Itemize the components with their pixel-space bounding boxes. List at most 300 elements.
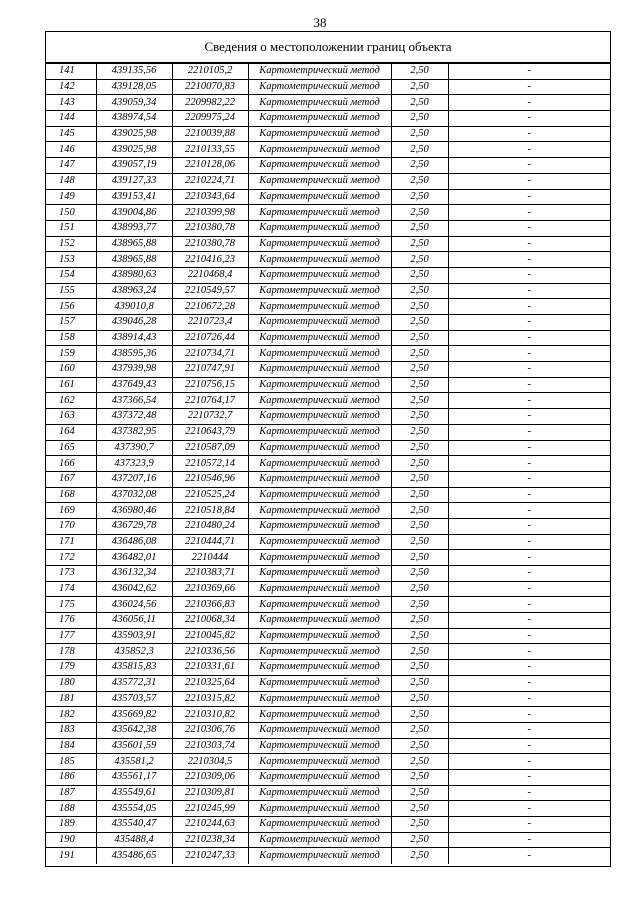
accuracy-cell: 2,50 bbox=[391, 456, 448, 472]
point-number-cell: 185 bbox=[46, 754, 96, 770]
point-number-cell: 175 bbox=[46, 597, 96, 613]
table-row bbox=[46, 817, 610, 833]
y-coordinate-cell: 2210756,15 bbox=[172, 377, 248, 393]
method-cell: Картометрический метод bbox=[248, 220, 391, 236]
point-number-cell: 180 bbox=[46, 675, 96, 691]
table-row bbox=[46, 205, 610, 221]
x-coordinate-cell: 435601,59 bbox=[96, 738, 172, 754]
description-cell: - bbox=[448, 754, 610, 770]
method-cell: Картометрический метод bbox=[248, 785, 391, 801]
x-coordinate-cell: 435549,61 bbox=[96, 785, 172, 801]
accuracy-cell: 2,50 bbox=[391, 754, 448, 770]
y-coordinate-cell: 2210331,61 bbox=[172, 660, 248, 676]
x-coordinate-cell: 436486,08 bbox=[96, 534, 172, 550]
method-cell: Картометрический метод bbox=[248, 346, 391, 362]
method-cell: Картометрический метод bbox=[248, 848, 391, 864]
description-cell: - bbox=[448, 722, 610, 738]
accuracy-cell: 2,50 bbox=[391, 142, 448, 158]
y-coordinate-cell: 2210309,81 bbox=[172, 785, 248, 801]
table-row bbox=[46, 409, 610, 425]
accuracy-cell: 2,50 bbox=[391, 393, 448, 409]
point-number-cell: 143 bbox=[46, 95, 96, 111]
point-number-cell: 183 bbox=[46, 722, 96, 738]
accuracy-cell: 2,50 bbox=[391, 64, 448, 80]
accuracy-cell: 2,50 bbox=[391, 503, 448, 519]
point-number-cell: 182 bbox=[46, 707, 96, 723]
method-cell: Картометрический метод bbox=[248, 503, 391, 519]
x-coordinate-cell: 438965,88 bbox=[96, 252, 172, 268]
description-cell: - bbox=[448, 330, 610, 346]
y-coordinate-cell: 2210045,82 bbox=[172, 628, 248, 644]
method-cell: Картометрический метод bbox=[248, 142, 391, 158]
table-row bbox=[46, 471, 610, 487]
boundary-table-sheet bbox=[45, 31, 611, 867]
method-cell: Картометрический метод bbox=[248, 362, 391, 378]
description-cell: - bbox=[448, 503, 610, 519]
table-row bbox=[46, 518, 610, 534]
method-cell: Картометрический метод bbox=[248, 173, 391, 189]
description-cell: - bbox=[448, 566, 610, 582]
x-coordinate-cell: 439153,41 bbox=[96, 189, 172, 205]
point-number-cell: 171 bbox=[46, 534, 96, 550]
y-coordinate-cell: 2210366,83 bbox=[172, 597, 248, 613]
point-number-cell: 146 bbox=[46, 142, 96, 158]
y-coordinate-cell: 2210380,78 bbox=[172, 236, 248, 252]
table-row bbox=[46, 801, 610, 817]
x-coordinate-cell: 435669,82 bbox=[96, 707, 172, 723]
method-cell: Картометрический метод bbox=[248, 707, 391, 723]
method-cell: Картометрический метод bbox=[248, 817, 391, 833]
point-number-cell: 145 bbox=[46, 126, 96, 142]
description-cell: - bbox=[448, 456, 610, 472]
y-coordinate-cell: 2210304,5 bbox=[172, 754, 248, 770]
method-cell: Картометрический метод bbox=[248, 267, 391, 283]
accuracy-cell: 2,50 bbox=[391, 205, 448, 221]
accuracy-cell: 2,50 bbox=[391, 785, 448, 801]
accuracy-cell: 2,50 bbox=[391, 409, 448, 425]
accuracy-cell: 2,50 bbox=[391, 126, 448, 142]
point-number-cell: 177 bbox=[46, 628, 96, 644]
description-cell: - bbox=[448, 738, 610, 754]
y-coordinate-cell: 2210444 bbox=[172, 550, 248, 566]
y-coordinate-cell: 2210105,2 bbox=[172, 64, 248, 80]
y-coordinate-cell: 2210672,28 bbox=[172, 299, 248, 315]
y-coordinate-cell: 2210310,82 bbox=[172, 707, 248, 723]
y-coordinate-cell: 2210325,64 bbox=[172, 675, 248, 691]
x-coordinate-cell: 437323,9 bbox=[96, 456, 172, 472]
x-coordinate-cell: 435772,31 bbox=[96, 675, 172, 691]
y-coordinate-cell: 2210518,84 bbox=[172, 503, 248, 519]
description-cell: - bbox=[448, 785, 610, 801]
accuracy-cell: 2,50 bbox=[391, 362, 448, 378]
section-title: Сведения о местоположении границ объекта bbox=[46, 32, 610, 63]
description-cell: - bbox=[448, 801, 610, 817]
table-row bbox=[46, 79, 610, 95]
x-coordinate-cell: 436482,01 bbox=[96, 550, 172, 566]
x-coordinate-cell: 435903,91 bbox=[96, 628, 172, 644]
x-coordinate-cell: 439059,34 bbox=[96, 95, 172, 111]
table-row bbox=[46, 832, 610, 848]
table-row bbox=[46, 691, 610, 707]
point-number-cell: 178 bbox=[46, 644, 96, 660]
description-cell: - bbox=[448, 377, 610, 393]
description-cell: - bbox=[448, 644, 610, 660]
accuracy-cell: 2,50 bbox=[391, 79, 448, 95]
accuracy-cell: 2,50 bbox=[391, 267, 448, 283]
description-cell: - bbox=[448, 660, 610, 676]
point-number-cell: 163 bbox=[46, 409, 96, 425]
accuracy-cell: 2,50 bbox=[391, 158, 448, 174]
description-cell: - bbox=[448, 409, 610, 425]
description-cell: - bbox=[448, 111, 610, 127]
point-number-cell: 179 bbox=[46, 660, 96, 676]
y-coordinate-cell: 2210336,56 bbox=[172, 644, 248, 660]
method-cell: Картометрический метод bbox=[248, 283, 391, 299]
accuracy-cell: 2,50 bbox=[391, 220, 448, 236]
accuracy-cell: 2,50 bbox=[391, 346, 448, 362]
point-number-cell: 167 bbox=[46, 471, 96, 487]
description-cell: - bbox=[448, 534, 610, 550]
point-number-cell: 191 bbox=[46, 848, 96, 864]
description-cell: - bbox=[448, 613, 610, 629]
x-coordinate-cell: 435486,65 bbox=[96, 848, 172, 864]
y-coordinate-cell: 2210587,09 bbox=[172, 440, 248, 456]
point-number-cell: 153 bbox=[46, 252, 96, 268]
accuracy-cell: 2,50 bbox=[391, 377, 448, 393]
y-coordinate-cell: 2210039,88 bbox=[172, 126, 248, 142]
accuracy-cell: 2,50 bbox=[391, 236, 448, 252]
y-coordinate-cell: 2210572,14 bbox=[172, 456, 248, 472]
accuracy-cell: 2,50 bbox=[391, 722, 448, 738]
point-number-cell: 174 bbox=[46, 581, 96, 597]
accuracy-cell: 2,50 bbox=[391, 315, 448, 331]
method-cell: Картометрический метод bbox=[248, 236, 391, 252]
description-cell: - bbox=[448, 597, 610, 613]
method-cell: Картометрический метод bbox=[248, 456, 391, 472]
table-row bbox=[46, 550, 610, 566]
description-cell: - bbox=[448, 64, 610, 80]
table-row bbox=[46, 236, 610, 252]
y-coordinate-cell: 2210224,71 bbox=[172, 173, 248, 189]
accuracy-cell: 2,50 bbox=[391, 550, 448, 566]
point-number-cell: 173 bbox=[46, 566, 96, 582]
accuracy-cell: 2,50 bbox=[391, 801, 448, 817]
table-row bbox=[46, 189, 610, 205]
point-number-cell: 159 bbox=[46, 346, 96, 362]
point-number-cell: 176 bbox=[46, 613, 96, 629]
method-cell: Картометрический метод bbox=[248, 315, 391, 331]
method-cell: Картометрический метод bbox=[248, 299, 391, 315]
description-cell: - bbox=[448, 518, 610, 534]
y-coordinate-cell: 2210734,71 bbox=[172, 346, 248, 362]
x-coordinate-cell: 436980,46 bbox=[96, 503, 172, 519]
table-row bbox=[46, 738, 610, 754]
y-coordinate-cell: 2210723,4 bbox=[172, 315, 248, 331]
description-cell: - bbox=[448, 832, 610, 848]
description-cell: - bbox=[448, 848, 610, 864]
x-coordinate-cell: 438963,24 bbox=[96, 283, 172, 299]
table-row bbox=[46, 362, 610, 378]
point-number-cell: 164 bbox=[46, 424, 96, 440]
point-number-cell: 181 bbox=[46, 691, 96, 707]
method-cell: Картометрический метод bbox=[248, 393, 391, 409]
x-coordinate-cell: 437382,95 bbox=[96, 424, 172, 440]
table-row bbox=[46, 456, 610, 472]
description-cell: - bbox=[448, 189, 610, 205]
y-coordinate-cell: 2210128,06 bbox=[172, 158, 248, 174]
method-cell: Картометрический метод bbox=[248, 566, 391, 582]
description-cell: - bbox=[448, 769, 610, 785]
y-coordinate-cell: 2210399,98 bbox=[172, 205, 248, 221]
table-row bbox=[46, 111, 610, 127]
table-row bbox=[46, 581, 610, 597]
x-coordinate-cell: 438974,54 bbox=[96, 111, 172, 127]
x-coordinate-cell: 437207,16 bbox=[96, 471, 172, 487]
y-coordinate-cell: 2210343,64 bbox=[172, 189, 248, 205]
point-number-cell: 187 bbox=[46, 785, 96, 801]
description-cell: - bbox=[448, 299, 610, 315]
method-cell: Картометрический метод bbox=[248, 628, 391, 644]
description-cell: - bbox=[448, 205, 610, 221]
coordinates-table bbox=[46, 63, 610, 864]
accuracy-cell: 2,50 bbox=[391, 189, 448, 205]
description-cell: - bbox=[448, 675, 610, 691]
description-cell: - bbox=[448, 252, 610, 268]
x-coordinate-cell: 435554,05 bbox=[96, 801, 172, 817]
table-row bbox=[46, 613, 610, 629]
accuracy-cell: 2,50 bbox=[391, 299, 448, 315]
table-row bbox=[46, 754, 610, 770]
accuracy-cell: 2,50 bbox=[391, 95, 448, 111]
y-coordinate-cell: 2210244,63 bbox=[172, 817, 248, 833]
table-row bbox=[46, 252, 610, 268]
y-coordinate-cell: 2210726,44 bbox=[172, 330, 248, 346]
y-coordinate-cell: 2210468,4 bbox=[172, 267, 248, 283]
accuracy-cell: 2,50 bbox=[391, 613, 448, 629]
y-coordinate-cell: 2209975,24 bbox=[172, 111, 248, 127]
accuracy-cell: 2,50 bbox=[391, 518, 448, 534]
accuracy-cell: 2,50 bbox=[391, 675, 448, 691]
y-coordinate-cell: 2210070,83 bbox=[172, 79, 248, 95]
description-cell: - bbox=[448, 362, 610, 378]
x-coordinate-cell: 437032,08 bbox=[96, 487, 172, 503]
point-number-cell: 161 bbox=[46, 377, 96, 393]
point-number-cell: 142 bbox=[46, 79, 96, 95]
method-cell: Картометрический метод bbox=[248, 424, 391, 440]
point-number-cell: 188 bbox=[46, 801, 96, 817]
x-coordinate-cell: 438980,63 bbox=[96, 267, 172, 283]
y-coordinate-cell: 2210444,71 bbox=[172, 534, 248, 550]
point-number-cell: 144 bbox=[46, 111, 96, 127]
method-cell: Картометрический метод bbox=[248, 769, 391, 785]
description-cell: - bbox=[448, 267, 610, 283]
x-coordinate-cell: 436729,78 bbox=[96, 518, 172, 534]
point-number-cell: 168 bbox=[46, 487, 96, 503]
y-coordinate-cell: 2210068,34 bbox=[172, 613, 248, 629]
y-coordinate-cell: 2210383,71 bbox=[172, 566, 248, 582]
method-cell: Картометрический метод bbox=[248, 534, 391, 550]
method-cell: Картометрический метод bbox=[248, 79, 391, 95]
y-coordinate-cell: 2210549,57 bbox=[172, 283, 248, 299]
x-coordinate-cell: 435815,83 bbox=[96, 660, 172, 676]
method-cell: Картометрический метод bbox=[248, 189, 391, 205]
point-number-cell: 189 bbox=[46, 817, 96, 833]
y-coordinate-cell: 2209982,22 bbox=[172, 95, 248, 111]
method-cell: Картометрический метод bbox=[248, 126, 391, 142]
table-row bbox=[46, 283, 610, 299]
y-coordinate-cell: 2210309,06 bbox=[172, 769, 248, 785]
accuracy-cell: 2,50 bbox=[391, 471, 448, 487]
accuracy-cell: 2,50 bbox=[391, 173, 448, 189]
x-coordinate-cell: 435703,57 bbox=[96, 691, 172, 707]
y-coordinate-cell: 2210416,23 bbox=[172, 252, 248, 268]
accuracy-cell: 2,50 bbox=[391, 628, 448, 644]
method-cell: Картометрический метод bbox=[248, 550, 391, 566]
table-row bbox=[46, 644, 610, 660]
accuracy-cell: 2,50 bbox=[391, 817, 448, 833]
method-cell: Картометрический метод bbox=[248, 660, 391, 676]
accuracy-cell: 2,50 bbox=[391, 487, 448, 503]
accuracy-cell: 2,50 bbox=[391, 597, 448, 613]
point-number-cell: 162 bbox=[46, 393, 96, 409]
table-row bbox=[46, 566, 610, 582]
method-cell: Картометрический метод bbox=[248, 205, 391, 221]
x-coordinate-cell: 435540,47 bbox=[96, 817, 172, 833]
description-cell: - bbox=[448, 550, 610, 566]
x-coordinate-cell: 435488,4 bbox=[96, 832, 172, 848]
table-row bbox=[46, 769, 610, 785]
x-coordinate-cell: 438993,77 bbox=[96, 220, 172, 236]
description-cell: - bbox=[448, 393, 610, 409]
y-coordinate-cell: 2210303,74 bbox=[172, 738, 248, 754]
table-row bbox=[46, 785, 610, 801]
description-cell: - bbox=[448, 581, 610, 597]
x-coordinate-cell: 439046,28 bbox=[96, 315, 172, 331]
table-row bbox=[46, 675, 610, 691]
accuracy-cell: 2,50 bbox=[391, 660, 448, 676]
table-row bbox=[46, 534, 610, 550]
point-number-cell: 156 bbox=[46, 299, 96, 315]
y-coordinate-cell: 2210732,7 bbox=[172, 409, 248, 425]
table-row bbox=[46, 330, 610, 346]
point-number-cell: 170 bbox=[46, 518, 96, 534]
method-cell: Картометрический метод bbox=[248, 597, 391, 613]
method-cell: Картометрический метод bbox=[248, 832, 391, 848]
table-row bbox=[46, 848, 610, 864]
method-cell: Картометрический метод bbox=[248, 613, 391, 629]
method-cell: Картометрический метод bbox=[248, 722, 391, 738]
x-coordinate-cell: 439004,86 bbox=[96, 205, 172, 221]
description-cell: - bbox=[448, 79, 610, 95]
y-coordinate-cell: 2210133,55 bbox=[172, 142, 248, 158]
x-coordinate-cell: 438965,88 bbox=[96, 236, 172, 252]
accuracy-cell: 2,50 bbox=[391, 424, 448, 440]
table-row bbox=[46, 95, 610, 111]
description-cell: - bbox=[448, 424, 610, 440]
description-cell: - bbox=[448, 691, 610, 707]
description-cell: - bbox=[448, 440, 610, 456]
x-coordinate-cell: 436056,11 bbox=[96, 613, 172, 629]
accuracy-cell: 2,50 bbox=[391, 644, 448, 660]
y-coordinate-cell: 2210643,79 bbox=[172, 424, 248, 440]
table-row bbox=[46, 707, 610, 723]
description-cell: - bbox=[448, 158, 610, 174]
method-cell: Картометрический метод bbox=[248, 330, 391, 346]
method-cell: Картометрический метод bbox=[248, 487, 391, 503]
method-cell: Картометрический метод bbox=[248, 471, 391, 487]
y-coordinate-cell: 2210480,24 bbox=[172, 518, 248, 534]
accuracy-cell: 2,50 bbox=[391, 330, 448, 346]
accuracy-cell: 2,50 bbox=[391, 566, 448, 582]
method-cell: Картометрический метод bbox=[248, 801, 391, 817]
x-coordinate-cell: 437649,43 bbox=[96, 377, 172, 393]
table-row bbox=[46, 173, 610, 189]
y-coordinate-cell: 2210380,78 bbox=[172, 220, 248, 236]
point-number-cell: 154 bbox=[46, 267, 96, 283]
accuracy-cell: 2,50 bbox=[391, 111, 448, 127]
accuracy-cell: 2,50 bbox=[391, 283, 448, 299]
description-cell: - bbox=[448, 283, 610, 299]
table-row bbox=[46, 722, 610, 738]
y-coordinate-cell: 2210546,96 bbox=[172, 471, 248, 487]
point-number-cell: 172 bbox=[46, 550, 96, 566]
accuracy-cell: 2,50 bbox=[391, 848, 448, 864]
x-coordinate-cell: 439057,19 bbox=[96, 158, 172, 174]
y-coordinate-cell: 2210764,17 bbox=[172, 393, 248, 409]
table-row bbox=[46, 315, 610, 331]
accuracy-cell: 2,50 bbox=[391, 832, 448, 848]
point-number-cell: 148 bbox=[46, 173, 96, 189]
x-coordinate-cell: 437366,54 bbox=[96, 393, 172, 409]
x-coordinate-cell: 439010,8 bbox=[96, 299, 172, 315]
page-number: 38 bbox=[313, 15, 327, 30]
description-cell: - bbox=[448, 315, 610, 331]
accuracy-cell: 2,50 bbox=[391, 769, 448, 785]
point-number-cell: 141 bbox=[46, 64, 96, 80]
table-row bbox=[46, 487, 610, 503]
method-cell: Картометрический метод bbox=[248, 691, 391, 707]
point-number-cell: 165 bbox=[46, 440, 96, 456]
description-cell: - bbox=[448, 126, 610, 142]
description-cell: - bbox=[448, 142, 610, 158]
description-cell: - bbox=[448, 707, 610, 723]
description-cell: - bbox=[448, 236, 610, 252]
y-coordinate-cell: 2210525,24 bbox=[172, 487, 248, 503]
table-row bbox=[46, 503, 610, 519]
x-coordinate-cell: 437939,98 bbox=[96, 362, 172, 378]
method-cell: Картометрический метод bbox=[248, 738, 391, 754]
point-number-cell: 160 bbox=[46, 362, 96, 378]
method-cell: Картометрический метод bbox=[248, 252, 391, 268]
table-row bbox=[46, 267, 610, 283]
table-row bbox=[46, 126, 610, 142]
method-cell: Картометрический метод bbox=[248, 111, 391, 127]
x-coordinate-cell: 439135,56 bbox=[96, 64, 172, 80]
method-cell: Картометрический метод bbox=[248, 409, 391, 425]
y-coordinate-cell: 2210369,66 bbox=[172, 581, 248, 597]
y-coordinate-cell: 2210747,91 bbox=[172, 362, 248, 378]
table-row bbox=[46, 597, 610, 613]
point-number-cell: 157 bbox=[46, 315, 96, 331]
method-cell: Картометрический метод bbox=[248, 754, 391, 770]
method-cell: Картометрический метод bbox=[248, 581, 391, 597]
x-coordinate-cell: 437390,7 bbox=[96, 440, 172, 456]
accuracy-cell: 2,50 bbox=[391, 534, 448, 550]
coordinates-table-body bbox=[46, 64, 610, 864]
x-coordinate-cell: 435581,2 bbox=[96, 754, 172, 770]
point-number-cell: 151 bbox=[46, 220, 96, 236]
x-coordinate-cell: 435561,17 bbox=[96, 769, 172, 785]
